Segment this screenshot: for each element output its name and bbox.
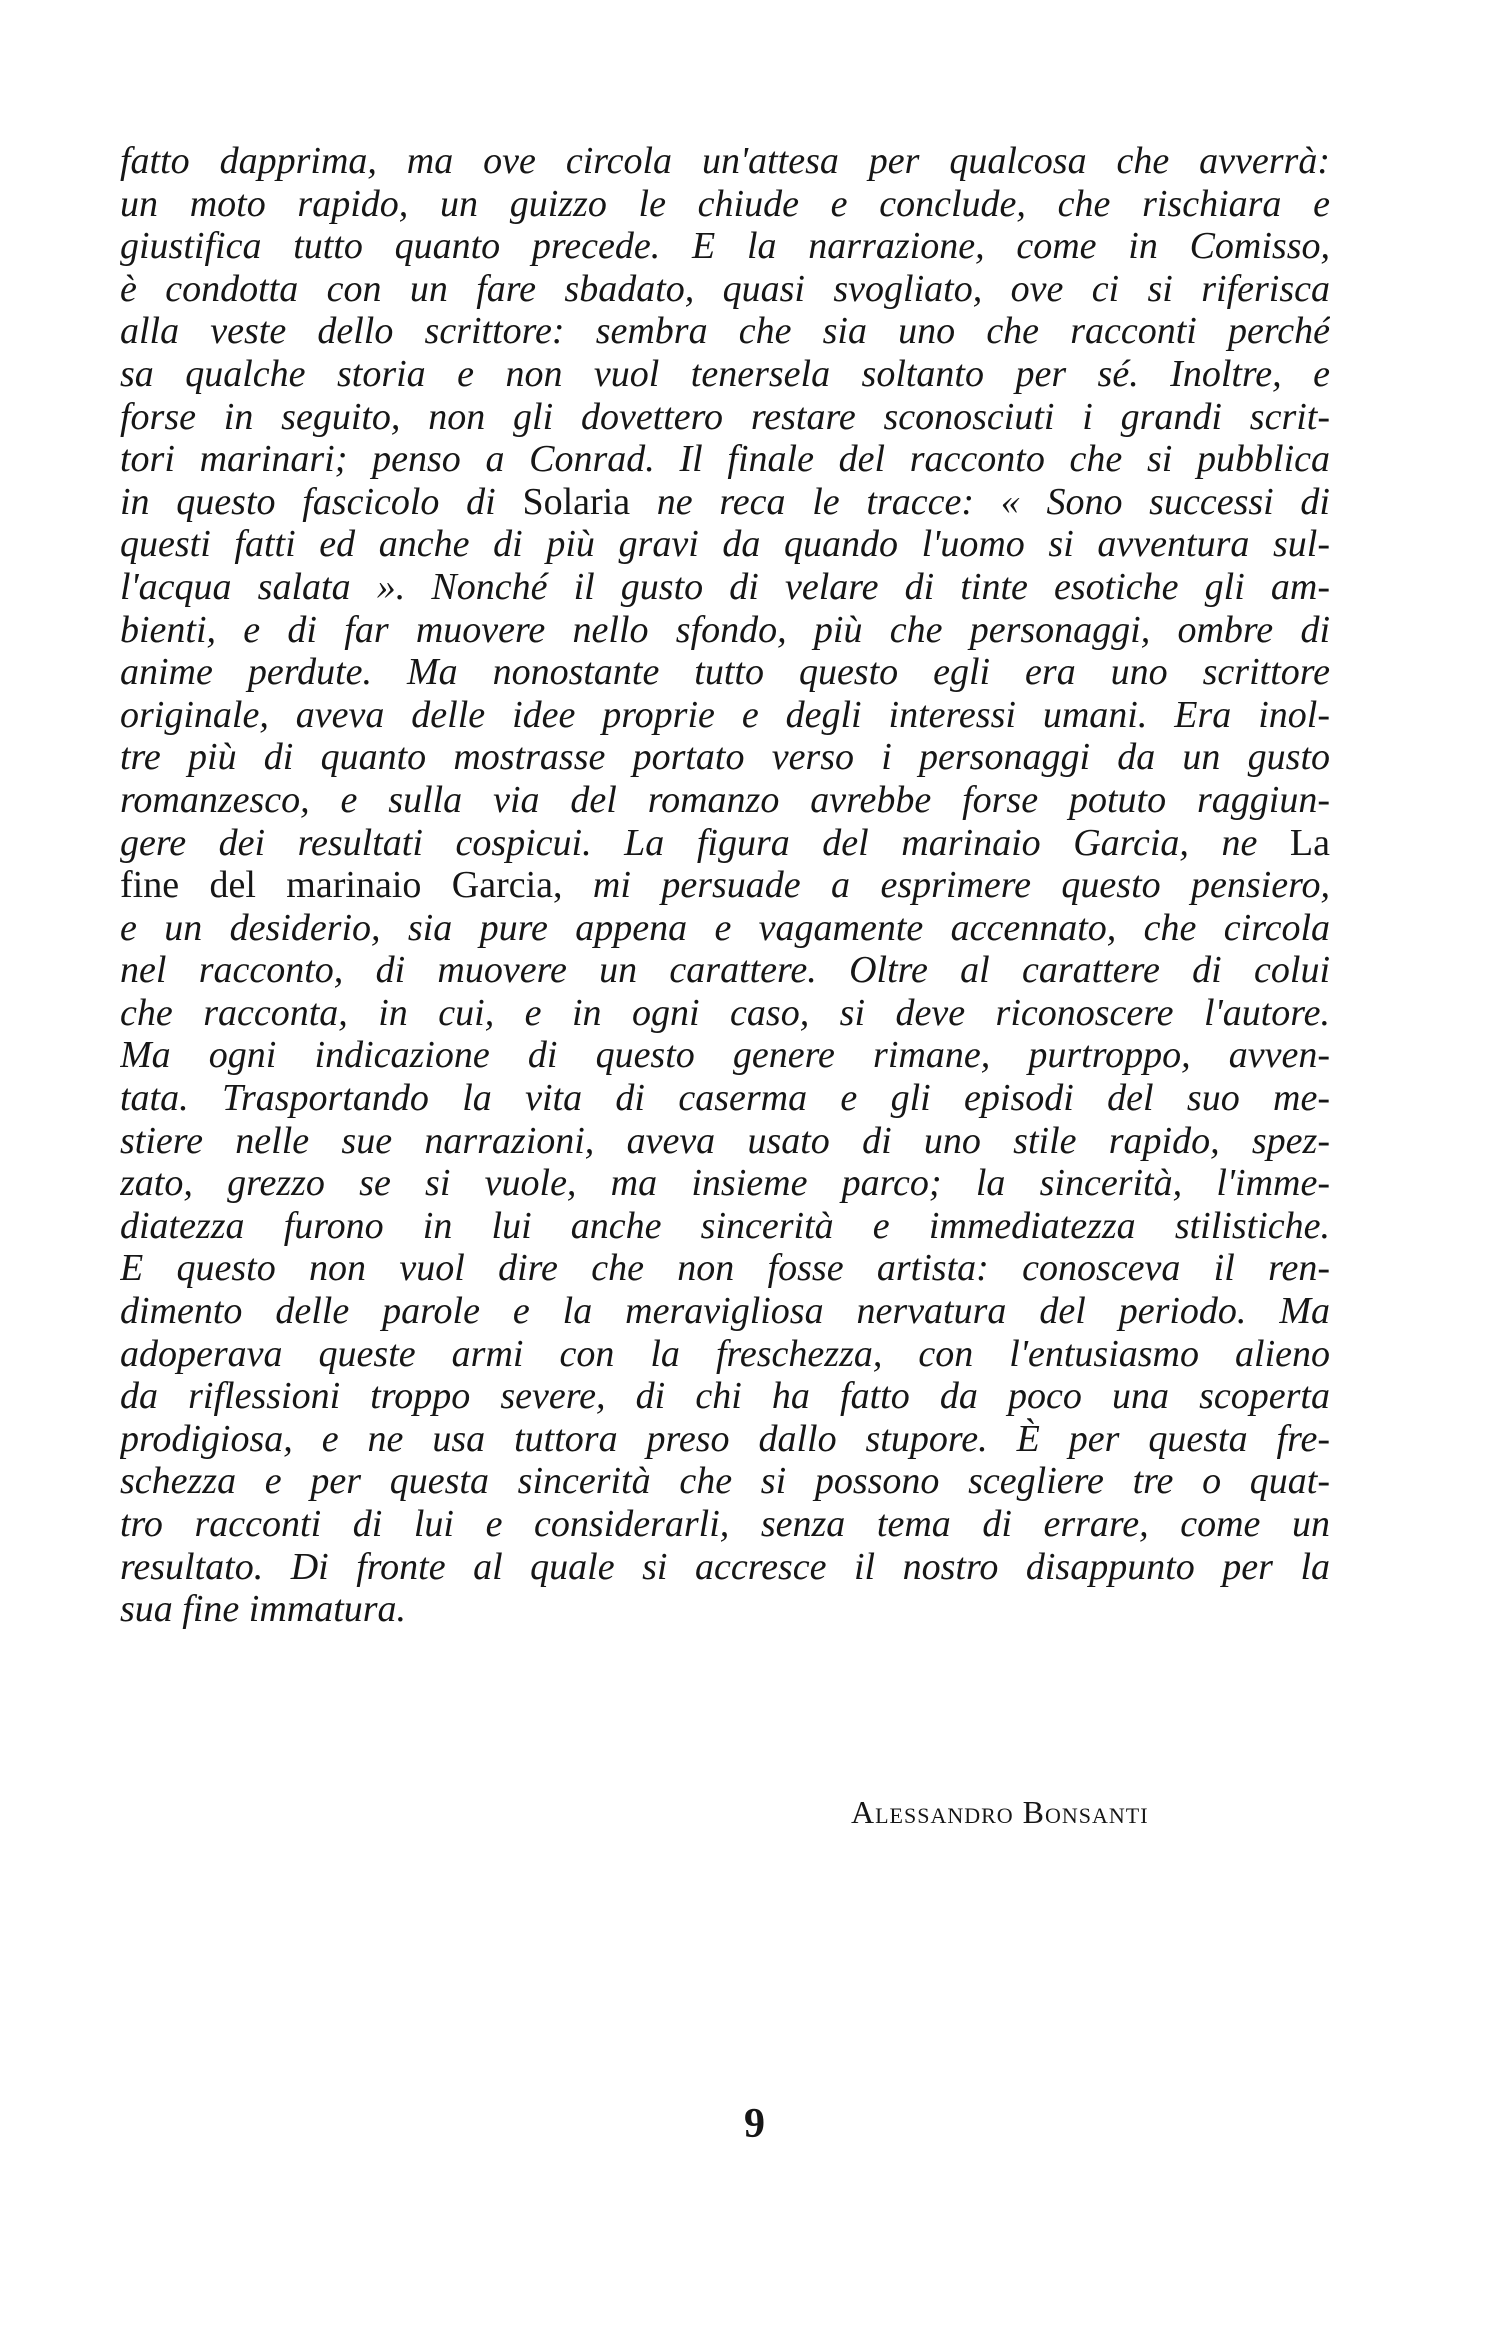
text-line: prodigiosa, e ne usa tuttora preso dallo stupore. È per questa fre- — [120, 1417, 1330, 1460]
text-line: tata. Trasportando la vita di caserma e gli episodi del suo me- — [120, 1077, 1330, 1120]
text-line: bienti, e di far muovere nello sfondo, più che personaggi, ombre di — [120, 608, 1330, 651]
text-line: anime perdute. Ma nonostante tutto questo egli era uno scrittore — [120, 651, 1330, 694]
text-line: resultato. Di fronte al quale si accresce il nostro disappunto per la — [120, 1545, 1330, 1588]
text-line: Ma ogni indicazione di questo genere rimane, purtroppo, avven- — [120, 1034, 1330, 1077]
author-signature: Alessandro Bonsanti — [851, 1794, 1149, 1830]
text-line: sua fine immatura. — [120, 1588, 407, 1631]
text-line: stiere nelle sue narrazioni, aveva usato di uno stile rapido, spez- — [120, 1119, 1330, 1162]
text-segment: gere dei resultati cospicui. La figura del marinaio Garcia, ne — [120, 821, 1290, 864]
text-line: forse in seguito, non gli dovettero restare sconosciuti i grandi scrit- — [120, 395, 1330, 438]
text-line: romanzesco, e sulla via del romanzo avrebbe forse potuto raggiun- — [120, 778, 1330, 821]
text-line-with-story-title — [120, 822, 1330, 865]
text-line: tori marinari; penso a Conrad. Il finale del racconto che si pubblica — [120, 438, 1330, 481]
text-line: un moto rapido, un guizzo le chiude e conclude, che rischiara e — [120, 182, 1330, 225]
text-line: da riflessioni troppo severe, di chi ha fatto da poco una scoperta — [120, 1375, 1330, 1418]
text-line: e un desiderio, sia pure appena e vagamente accennato, che circola — [120, 906, 1330, 949]
text-line: adoperava queste armi con la freschezza, con l'entusiasmo alieno — [120, 1332, 1330, 1375]
text-line-with-journal-title — [120, 481, 1330, 524]
page-number: 9 — [744, 2101, 765, 2147]
text-segment: mi persuade a esprimere questo pensiero, — [562, 864, 1330, 907]
text-line: originale, aveva delle idee proprie e degli interessi umani. Era inol- — [120, 693, 1330, 736]
text-line: giustifica tutto quanto precede. E la narrazione, come in Comisso, — [120, 225, 1330, 268]
text-line: tre più di quanto mostrasse portato verso i personaggi da un gusto — [120, 736, 1330, 779]
text-line: l'acqua salata ». Nonché il gusto di velare di tinte esotiche gli am- — [120, 565, 1330, 608]
text-line: sa qualche storia e non vuol tenersela soltanto per sé. Inoltre, e — [120, 352, 1330, 395]
text-line: schezza e per questa sincerità che si possono scegliere tre o quat- — [120, 1460, 1330, 1503]
text-line: tro racconti di lui e considerarli, senza tema di errare, come un — [120, 1503, 1330, 1545]
text-line: E questo non vuol dire che non fosse artista: conosceva il ren- — [120, 1247, 1330, 1290]
text-line: questi fatti ed anche di più gravi da quando l'uomo si avventura sul- — [120, 523, 1330, 566]
text-line: diatezza furono in lui anche sincerità e immediatezza stilistiche. — [120, 1204, 1330, 1247]
text-segment: in questo fascicolo di — [120, 480, 523, 523]
text-line: zato, grezzo se si vuole, ma insieme parco; la sincerità, l'imme- — [120, 1162, 1330, 1205]
text-line: alla veste dello scrittore: sembra che sia uno che racconti perché — [120, 310, 1330, 353]
text-line: nel racconto, di muovere un carattere. Oltre al carattere di colui — [120, 949, 1330, 992]
body-text — [120, 140, 1330, 1631]
text-line: che racconta, in cui, e in ogni caso, si deve riconoscere l'autore. — [120, 991, 1330, 1034]
journal-title: Solaria — [522, 480, 631, 523]
text-segment: ne reca le tracce: « Sono successi di — [630, 480, 1330, 523]
text-line: fatto dapprima, ma ove circola un'attesa per qualcosa che avverrà: — [120, 140, 1330, 182]
story-title-end: fine del marinaio Garcia, — [120, 864, 563, 907]
story-title-start: La — [1289, 821, 1330, 864]
text-line-with-story-title — [120, 864, 1330, 907]
text-line: dimento delle parole e la meravigliosa nervatura del periodo. Ma — [120, 1290, 1330, 1333]
text-line: è condotta con un fare sbadato, quasi svogliato, ove ci si riferisca — [120, 267, 1330, 310]
